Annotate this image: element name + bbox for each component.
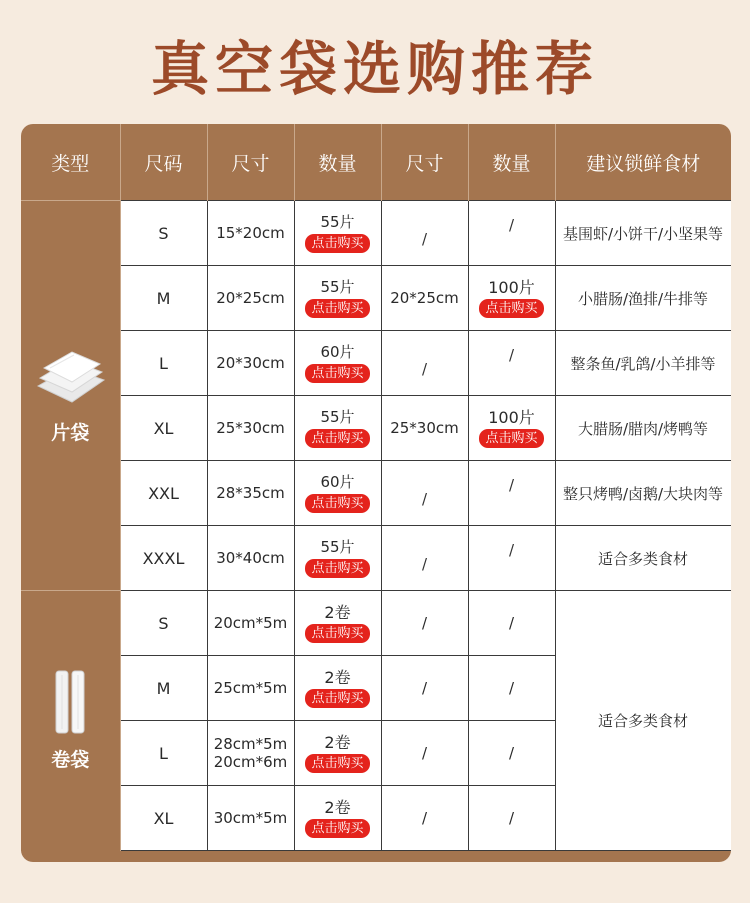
size-table xyxy=(21,124,731,851)
quantity-cell xyxy=(294,591,381,656)
quantity-cell xyxy=(294,461,381,526)
size-code: L xyxy=(120,721,207,786)
buy-button[interactable]: 点击购买 xyxy=(305,364,369,383)
quantity-cell xyxy=(294,526,381,591)
comparison-panel xyxy=(21,124,731,862)
size-code: S xyxy=(120,591,207,656)
buy-button[interactable]: 点击购买 xyxy=(305,624,369,643)
buy-button[interactable]: 点击购买 xyxy=(305,754,369,773)
food-suggestion: 大腊肠/腊肉/烤鸭等 xyxy=(555,396,731,461)
buy-button[interactable]: 点击购买 xyxy=(305,559,369,578)
flat-bag-icon xyxy=(30,346,110,408)
buy-button[interactable]: 点击购买 xyxy=(479,299,543,318)
quantity-cell xyxy=(294,201,381,266)
quantity-2: 100片 xyxy=(488,277,535,297)
food-suggestion: 整条鱼/乳鸽/小羊排等 xyxy=(555,331,731,396)
dimension-2: / xyxy=(381,721,468,786)
table-row xyxy=(21,396,731,461)
dimension-2: 20*25cm xyxy=(381,266,468,331)
food-suggestion: 适合多类食材 xyxy=(555,591,731,851)
size-code: XXXL xyxy=(120,526,207,591)
dimension: 20*30cm xyxy=(207,331,294,396)
size-code: S xyxy=(120,201,207,266)
food-suggestion: 小腊肠/渔排/牛排等 xyxy=(555,266,731,331)
header-dimension-2: 尺寸 xyxy=(381,124,468,201)
dimension-2: / xyxy=(381,591,468,656)
quantity-cell xyxy=(294,656,381,721)
buy-button[interactable]: 点击购买 xyxy=(305,819,369,838)
type-cell-roll xyxy=(21,591,120,851)
quantity-cell xyxy=(294,786,381,851)
dimension: 15*20cm xyxy=(207,201,294,266)
quantity-cell xyxy=(294,331,381,396)
quantity-2: 100片 xyxy=(488,407,535,427)
quantity-2: / xyxy=(468,461,555,526)
dimension-line-1: 28cm*5m xyxy=(213,735,288,753)
page-title: 真空袋选购推荐 xyxy=(150,35,599,103)
quantity: 2卷 xyxy=(324,602,351,622)
size-code: M xyxy=(120,266,207,331)
dimension-line-2: 20cm*6m xyxy=(213,753,288,771)
food-suggestion: 适合多类食材 xyxy=(555,526,731,591)
dimension-2: / xyxy=(381,201,468,266)
table-row xyxy=(21,526,731,591)
quantity: 60片 xyxy=(320,472,355,491)
dimension: 25*30cm xyxy=(207,396,294,461)
roll-bag-icon xyxy=(50,669,90,735)
quantity-cell xyxy=(294,721,381,786)
header-dimension: 尺寸 xyxy=(207,124,294,201)
dimension: 20*25cm xyxy=(207,266,294,331)
header-quantity-2: 数量 xyxy=(468,124,555,201)
header-row xyxy=(21,124,731,201)
table-row xyxy=(21,266,731,331)
dimension-2: / xyxy=(381,526,468,591)
size-code: L xyxy=(120,331,207,396)
type-label-roll: 卷袋 xyxy=(51,749,90,772)
quantity-cell xyxy=(294,266,381,331)
size-code: M xyxy=(120,656,207,721)
dimension-2: / xyxy=(381,461,468,526)
dimension: 28*35cm xyxy=(207,461,294,526)
quantity: 55片 xyxy=(320,212,355,231)
quantity: 2卷 xyxy=(324,667,351,687)
table-row xyxy=(21,331,731,396)
dimension xyxy=(207,721,294,786)
dimension-2: 25*30cm xyxy=(381,396,468,461)
quantity-2: / xyxy=(468,591,555,656)
quantity-2: / xyxy=(468,526,555,591)
size-code: XL xyxy=(120,396,207,461)
buy-button[interactable]: 点击购买 xyxy=(305,234,369,253)
dimension-2: / xyxy=(381,656,468,721)
quantity: 55片 xyxy=(320,277,355,296)
header-type: 类型 xyxy=(21,124,120,201)
dimension: 30*40cm xyxy=(207,526,294,591)
quantity: 2卷 xyxy=(324,797,351,817)
header-size-code: 尺码 xyxy=(120,124,207,201)
buy-button[interactable]: 点击购买 xyxy=(479,429,543,448)
quantity: 55片 xyxy=(320,537,355,556)
dimension-2: / xyxy=(381,331,468,396)
type-cell-flat xyxy=(21,201,120,591)
table-row xyxy=(21,591,731,656)
quantity-cell-2 xyxy=(468,266,555,331)
quantity: 2卷 xyxy=(324,732,351,752)
buy-button[interactable]: 点击购买 xyxy=(305,494,369,513)
quantity-cell xyxy=(294,396,381,461)
quantity-2: / xyxy=(468,331,555,396)
quantity: 60片 xyxy=(320,342,355,361)
dimension: 25cm*5m xyxy=(207,656,294,721)
table-row xyxy=(21,461,731,526)
size-code: XXL xyxy=(120,461,207,526)
food-suggestion: 整只烤鸭/卤鹅/大块肉等 xyxy=(555,461,731,526)
type-label-flat: 片袋 xyxy=(51,422,90,444)
table-row xyxy=(21,201,731,266)
buy-button[interactable]: 点击购买 xyxy=(305,689,369,708)
header-quantity: 数量 xyxy=(294,124,381,201)
quantity: 55片 xyxy=(320,407,355,426)
dimension-2: / xyxy=(381,786,468,851)
buy-button[interactable]: 点击购买 xyxy=(305,429,369,448)
dimension: 30cm*5m xyxy=(207,786,294,851)
dimension: 20cm*5m xyxy=(207,591,294,656)
quantity-2: / xyxy=(468,721,555,786)
quantity-cell-2 xyxy=(468,396,555,461)
size-code: XL xyxy=(120,786,207,851)
buy-button[interactable]: 点击购买 xyxy=(305,299,369,318)
quantity-2: / xyxy=(468,786,555,851)
quantity-2: / xyxy=(468,201,555,266)
header-food: 建议锁鲜食材 xyxy=(586,152,701,175)
food-suggestion: 基围虾/小饼干/小坚果等 xyxy=(555,201,731,266)
quantity-2: / xyxy=(468,656,555,721)
